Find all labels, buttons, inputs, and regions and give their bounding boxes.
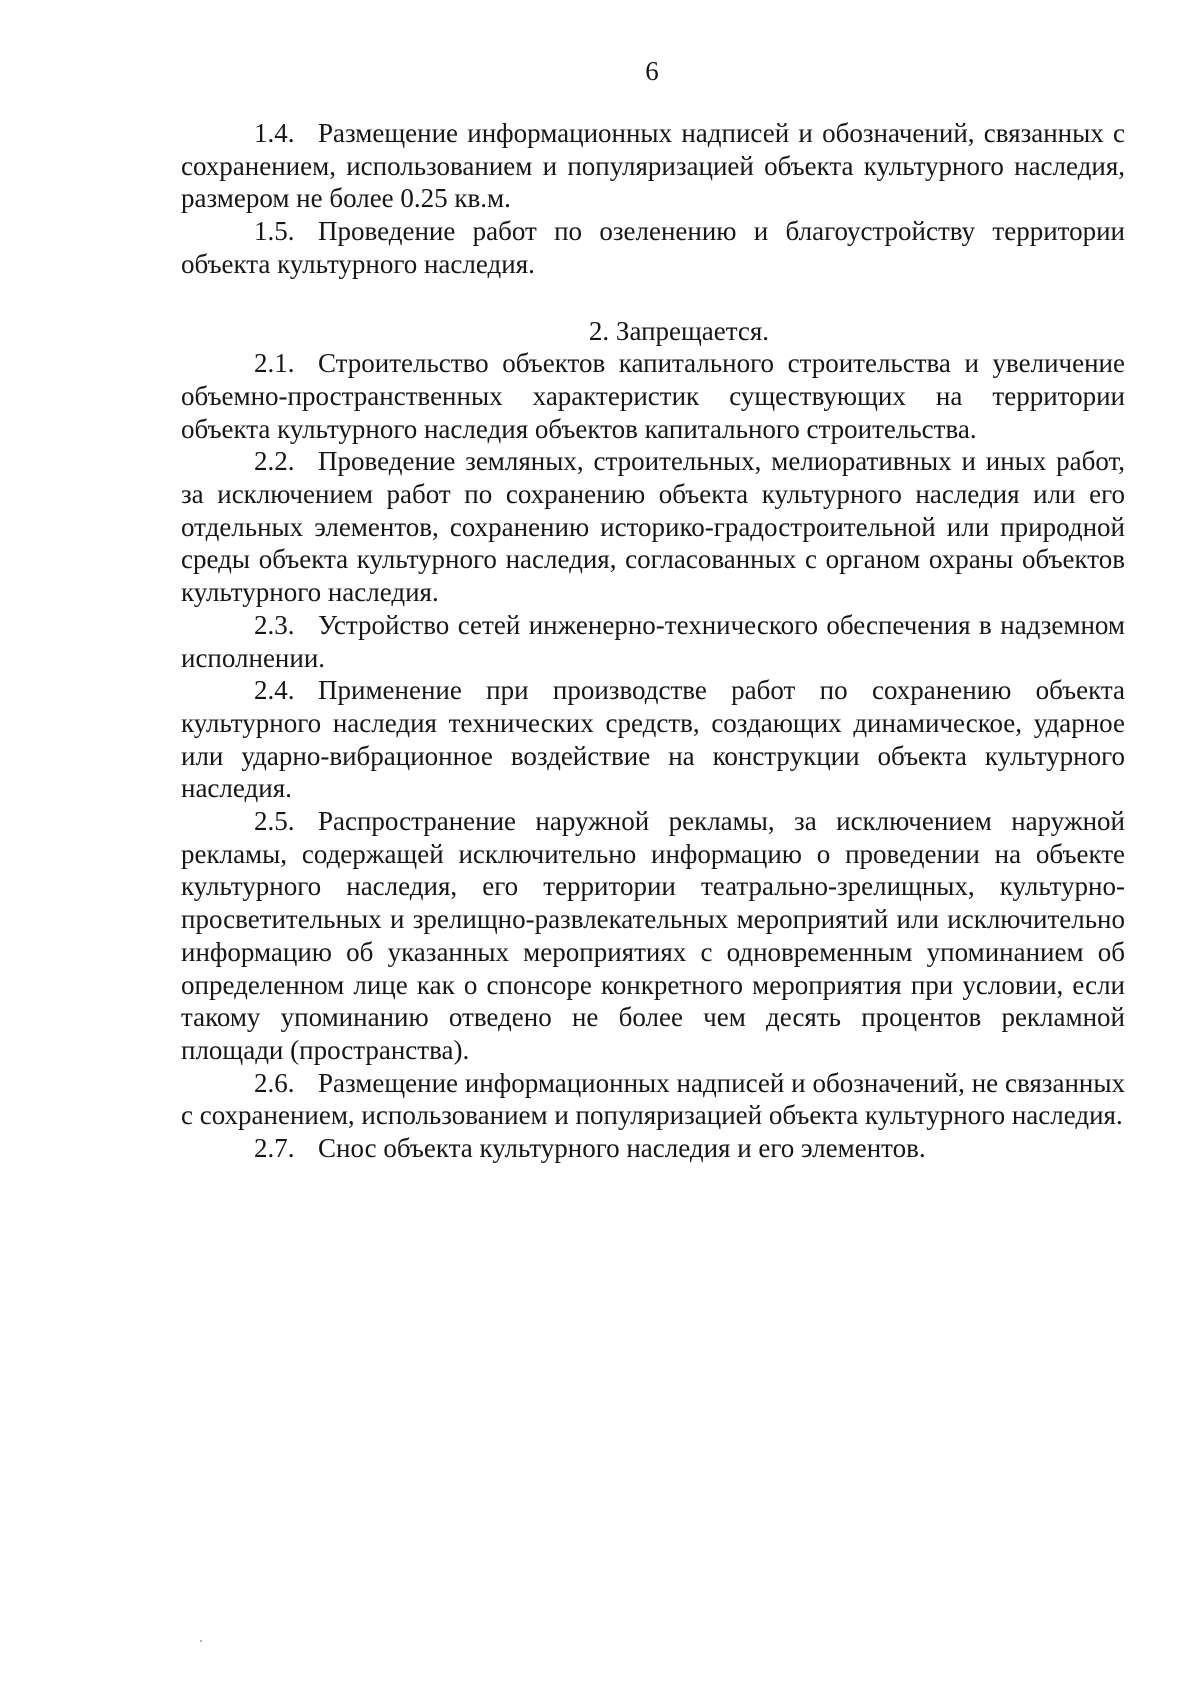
item-number: 2.6. xyxy=(254,1067,295,1098)
scan-speck xyxy=(200,1640,202,1642)
item-number: 1.4. xyxy=(254,118,295,148)
paragraph-2-3 xyxy=(181,609,1125,674)
item-text: Проведение работ по озеленению и благоустройству территории объекта культурного наследия. xyxy=(181,216,1125,279)
item-number: 2.3. xyxy=(254,609,295,640)
paragraph-2-6 xyxy=(181,1067,1125,1132)
item-text: Строительство объектов капитального строительства и увеличение объемно-пространственных характеристик существующих на территории объекта культурного наследия объектов капитального строительства. xyxy=(181,348,1125,444)
paragraph-2-5 xyxy=(181,805,1125,1067)
paragraph-1-5 xyxy=(181,215,1125,280)
item-text: Распространение наружной рекламы, за исключением наружной рекламы, содержащей исключительно информацию о проведении на объекте культурного наследия, его территории театрально-зрелищных, культурно-просветительных и зрелищно-развлекательных мероприятий или исключительно информацию об указанных мероприятиях с одновременным упоминанием об определенном лице как о спонсоре конкретного мероприятия при условии, если такому упоминанию отведено не более чем десять процентов рекламной площади (пространства). xyxy=(181,806,1125,1065)
paragraph-2-4 xyxy=(181,674,1125,805)
item-number: 2.5. xyxy=(254,806,295,837)
item-text: Размещение информационных надписей и обозначений, не связанных с сохранением, использованием и популяризацией объекта культурного наследия. xyxy=(181,1067,1125,1131)
paragraph-2-1 xyxy=(181,347,1125,445)
item-number: 2.2. xyxy=(254,446,295,477)
item-number: 2.1. xyxy=(254,348,295,379)
item-text: Размещение информационных надписей и обозначений, связанных с сохранением, использованием и популяризацией объекта культурного наследия, размером не более 0.25 кв.м. xyxy=(181,118,1125,214)
paragraph-2-7 xyxy=(181,1132,1125,1165)
paragraph-1-4 xyxy=(181,117,1125,215)
item-text: Применение при производстве работ по сохранению объекта культурного наследия технических средств, создающих динамическое, ударное или ударно-вибрационное воздействие на конструкции объекта культурного наследия. xyxy=(181,675,1125,804)
paragraph-2-2 xyxy=(181,445,1125,609)
item-text: Снос объекта культурного наследия и его элементов. xyxy=(318,1133,926,1164)
page-number: 6 xyxy=(645,56,659,86)
item-text: Проведение земляных, строительных, мелиоративных и иных работ, за исключением работ по сохранению объекта культурного наследия или его отдельных элементов, сохранению историко-градостроительной или природной среды объекта культурного наследия, согласованных с органом охраны объектов культурного наследия. xyxy=(181,446,1125,608)
document-body xyxy=(181,117,1125,1165)
item-number: 2.4. xyxy=(254,675,295,706)
item-text: Устройство сетей инженерно-технического обеспечения в надземном исполнении. xyxy=(181,609,1125,673)
item-number: 2.7. xyxy=(254,1133,295,1164)
item-number: 1.5. xyxy=(254,216,295,247)
section-heading: 2. Запрещается. xyxy=(588,315,770,346)
